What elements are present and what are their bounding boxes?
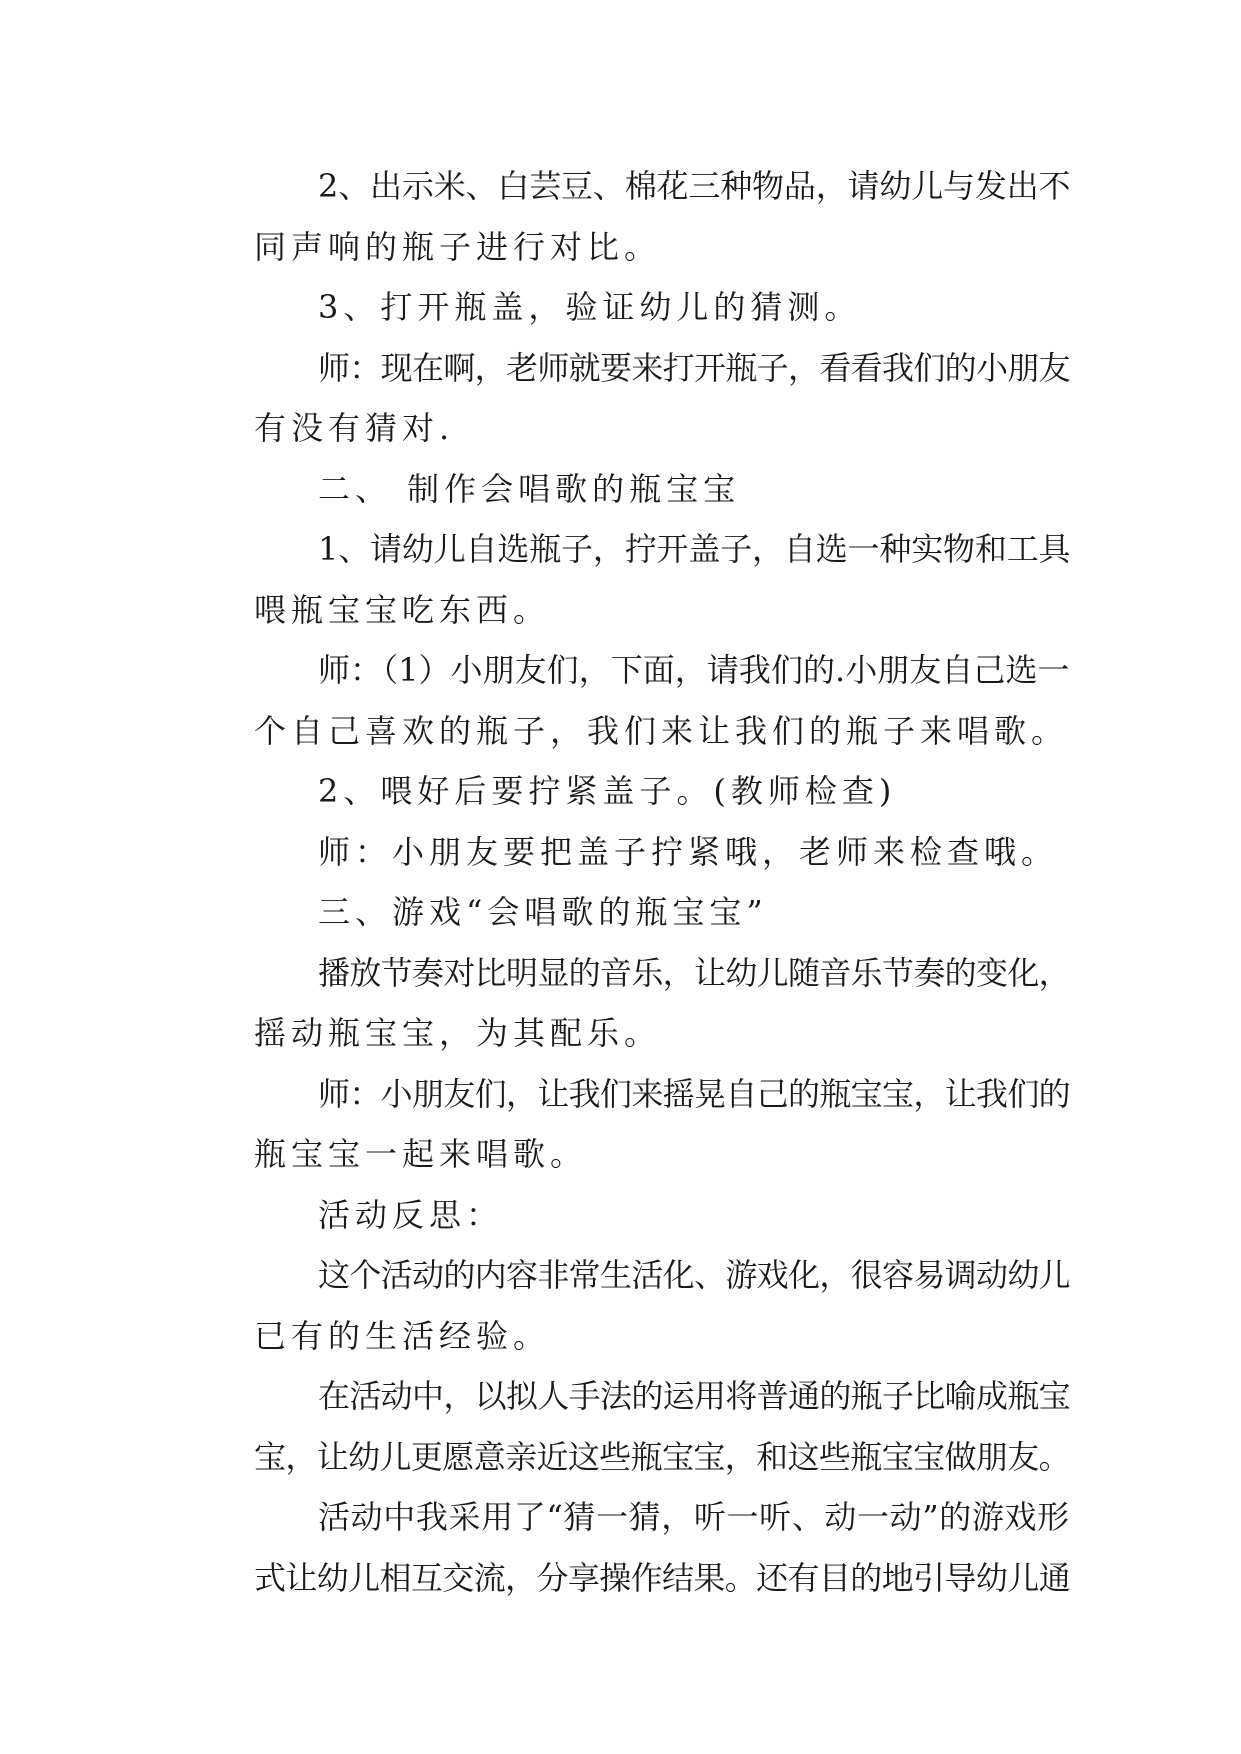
text-line: 师：现在啊，老师就要来打开瓶子，看看我们的小朋友 [318,348,1071,387]
document-body [190,156,1071,1608]
text-line: 2、喂好后要拧紧盖子。(教师检查) [318,772,897,810]
text-line: 师：（1）小朋友们，下面，请我们的.小朋友自己选一 [318,651,1070,689]
text-line: 个自己喜欢的瓶子，我们来让我们的瓶子来唱歌。 [254,711,1069,750]
text-line: 瓶宝宝一起来唱歌。 [254,1135,588,1173]
text-line: 在活动中，以拟人手法的运用将普通的瓶子比喻成瓶宝 [318,1377,1071,1415]
text-line: 师：小朋友要把盖子拧紧哦，老师来检查哦。 [318,832,1059,871]
paragraph [190,277,1052,338]
text-line: 三、游戏“会唱歌的瓶宝宝” [318,893,768,931]
paragraph [190,822,1059,883]
text-line: 2、出示米、白芸豆、棉花三种物品，请幼儿与发出不 [318,167,1071,205]
section-heading [190,459,1052,520]
text-line: 1、请幼儿自选瓶子，拧开盖子，自选一种实物和工具 [318,530,1071,568]
text-line: 播放节奏对比明显的音乐，让幼儿随音乐节奏的变化， [318,953,1071,992]
text-line: 3、打开瓶盖，验证幼儿的猜测。 [318,288,862,326]
text-line: 已有的生活经验。 [254,1316,551,1355]
text-line: 活动反思： [318,1195,504,1234]
section-heading [190,882,1052,943]
text-line: 有没有猜对. [254,409,455,447]
text-line: 师：小朋友们，让我们来摇晃自己的瓶宝宝，让我们的 [318,1074,1071,1113]
text-line: 同声响的瓶子进行对比。 [254,227,662,266]
text-line: 式让幼儿相互交流，分享操作结果。还有目的地引导幼儿通 [254,1558,1071,1597]
section-heading [190,1185,1052,1246]
paragraph [190,1366,1071,1487]
paragraph [190,761,1052,822]
paragraph [190,156,1071,277]
text-line: 喂瓶宝宝吃东西。 [254,590,551,629]
paragraph [190,519,1071,640]
text-line: 二、 制作会唱歌的瓶宝宝 [318,469,741,508]
paragraph [190,338,1071,459]
paragraph [190,943,1071,1064]
text-line: 宝，让幼儿更愿意亲近这些瓶宝宝，和这些瓶宝宝做朋友。 [254,1437,1071,1476]
paragraph [190,1245,1071,1366]
paragraph [190,640,1070,761]
text-line: 这个活动的内容非常生活化、游戏化，很容易调动幼儿 [318,1256,1071,1294]
paragraph [190,1064,1071,1185]
paragraph [190,1487,1071,1608]
text-line: 摇动瓶宝宝，为其配乐。 [254,1014,662,1052]
text-line: 活动中我采用了“猜一猜，听一听、动一动”的游戏形 [318,1498,1070,1536]
